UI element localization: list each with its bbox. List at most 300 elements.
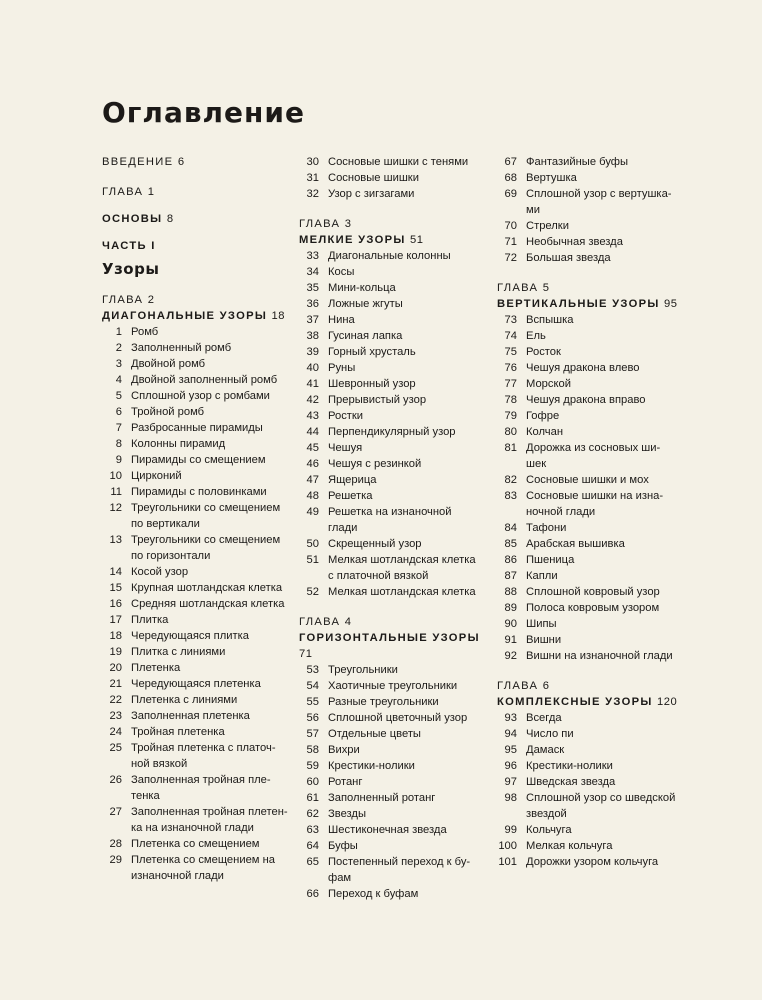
toc-entry — [497, 710, 687, 726]
entry-title-line: с платочной вязкой — [328, 570, 429, 582]
entry-title-line: Колчан — [526, 426, 564, 438]
toc-entry — [299, 886, 489, 902]
entry-title-line: Пирамиды со смещением — [131, 454, 266, 466]
toc-entry — [299, 312, 489, 328]
entry-title — [131, 436, 292, 452]
entry-number: 80 — [504, 426, 517, 438]
entry-title — [526, 616, 687, 632]
toc-column-3 — [497, 154, 687, 870]
toc-entry — [299, 488, 489, 504]
entry-title — [131, 484, 292, 500]
toc-entry — [102, 420, 292, 436]
entry-title-line: глади — [328, 522, 358, 534]
entry-title-line: шек — [526, 458, 547, 470]
entry-title — [328, 886, 489, 902]
toc-entry — [102, 804, 292, 836]
toc-entry — [497, 408, 687, 424]
entry-number: 18 — [109, 630, 122, 642]
entry-title-line: Чередующаяся плетенка — [131, 678, 261, 690]
entry-number: 28 — [109, 838, 122, 850]
entry-number: 55 — [306, 696, 319, 708]
entry-title — [328, 838, 489, 854]
entry-title — [131, 660, 292, 676]
entry-number: 98 — [504, 792, 517, 804]
entry-number: 74 — [504, 330, 517, 342]
entry-number: 72 — [504, 252, 517, 264]
entry-title — [131, 724, 292, 740]
toc-entry — [102, 404, 292, 420]
section-text: ГОРИЗОНТАЛЬНЫЕ УЗОРЫ — [299, 632, 480, 644]
chapter-label — [497, 678, 687, 694]
entry-number: 95 — [504, 744, 517, 756]
toc-entry — [299, 376, 489, 392]
entry-title-line: Сплошной узор с ромбами — [131, 390, 270, 402]
entry-title-line: Заполненная тройная плетен- — [131, 806, 288, 818]
entry-title — [526, 408, 687, 424]
toc-entry — [497, 552, 687, 568]
entry-number: 71 — [504, 236, 517, 248]
entry-title-line: Число пи — [526, 728, 574, 740]
entry-title-line: звездой — [526, 808, 567, 820]
entry-title-line: Чешуя — [328, 442, 363, 454]
entry-title-line: Нина — [328, 314, 355, 326]
toc-entry — [497, 154, 687, 170]
entry-title-line: Крестики-нолики — [328, 760, 415, 772]
entry-number: 53 — [306, 664, 319, 676]
toc-entry — [497, 726, 687, 742]
entry-number: 79 — [504, 410, 517, 422]
toc-entry — [299, 774, 489, 790]
entry-title-line: Перпендикулярный узор — [328, 426, 456, 438]
entry-title-line: Отдельные цветы — [328, 728, 421, 740]
entry-title-line: ми — [526, 204, 540, 216]
entry-title-line: Пшеница — [526, 554, 575, 566]
entry-title — [526, 568, 687, 584]
entry-number: 90 — [504, 618, 517, 630]
entry-number: 8 — [115, 438, 122, 450]
entry-title — [131, 612, 292, 628]
entry-title — [131, 596, 292, 612]
entry-title-line: Узор с зигзагами — [328, 188, 415, 200]
toc-entry — [497, 584, 687, 600]
toc-entry — [299, 296, 489, 312]
toc-entry — [299, 678, 489, 694]
entry-title — [526, 552, 687, 568]
toc-entry — [497, 488, 687, 520]
entry-title-line: Ростки — [328, 410, 364, 422]
entry-title-line: Тафони — [526, 522, 567, 534]
entry-number: 20 — [109, 662, 122, 674]
toc-entry — [299, 536, 489, 552]
toc-entry — [299, 584, 489, 600]
entry-title — [131, 836, 292, 852]
entry-title-line: Необычная звезда — [526, 236, 623, 248]
entry-title — [526, 312, 687, 328]
entry-title-line: Сосновые шишки — [328, 172, 419, 184]
entry-number: 14 — [109, 566, 122, 578]
entry-number: 49 — [306, 506, 319, 518]
entry-title — [526, 218, 687, 234]
entry-number: 24 — [109, 726, 122, 738]
entry-title — [526, 344, 687, 360]
entry-number: 48 — [306, 490, 319, 502]
entry-title-line: Крестики-нолики — [526, 760, 613, 772]
entry-title — [328, 328, 489, 344]
entry-title-line: Шевронный узор — [328, 378, 416, 390]
section-text: МЕЛКИЕ УЗОРЫ — [299, 234, 406, 246]
entry-title — [526, 250, 687, 266]
toc-entry — [102, 852, 292, 884]
entry-title-line: Большая звезда — [526, 252, 611, 264]
entry-title — [328, 552, 489, 584]
entry-number: 38 — [306, 330, 319, 342]
chapter-label — [497, 280, 687, 296]
section-text: ЧАСТЬ I — [102, 240, 156, 252]
toc-entry — [102, 740, 292, 772]
entry-title — [526, 440, 687, 472]
entry-title-line: тенка — [131, 790, 160, 802]
entry-title — [526, 648, 687, 664]
entry-title — [328, 424, 489, 440]
toc-entry — [299, 248, 489, 264]
entry-title — [328, 536, 489, 552]
entry-title-line: Ящерица — [328, 474, 377, 486]
entry-number: 94 — [504, 728, 517, 740]
section-text: ГЛАВА 2 — [102, 294, 156, 306]
toc-entry — [299, 552, 489, 584]
toc-entry — [102, 372, 292, 388]
entry-number: 5 — [115, 390, 122, 402]
entry-title — [526, 154, 687, 170]
entry-title — [526, 758, 687, 774]
entry-number: 86 — [504, 554, 517, 566]
toc-entry — [299, 344, 489, 360]
entry-title-line: Сплошной ковровый узор — [526, 586, 660, 598]
toc-entry — [497, 632, 687, 648]
entry-title — [328, 154, 489, 170]
entry-title — [328, 392, 489, 408]
toc-entry — [497, 312, 687, 328]
entry-number: 60 — [306, 776, 319, 788]
toc-entry — [299, 392, 489, 408]
entry-number: 6 — [115, 406, 122, 418]
toc-entry — [497, 536, 687, 552]
entry-title — [131, 324, 292, 340]
entry-title — [328, 504, 489, 536]
entry-number: 21 — [109, 678, 122, 690]
entry-title-line: Шестиконечная звезда — [328, 824, 447, 836]
entry-title — [526, 536, 687, 552]
entry-number: 84 — [504, 522, 517, 534]
entry-number: 87 — [504, 570, 517, 582]
toc-entry — [497, 822, 687, 838]
entry-title — [328, 186, 489, 202]
entry-title-line: Всегда — [526, 712, 562, 724]
entry-number: 76 — [504, 362, 517, 374]
entry-title-line: Треугольники со смещением — [131, 502, 281, 514]
entry-number: 11 — [110, 486, 122, 498]
entry-title — [328, 822, 489, 838]
entry-number: 15 — [109, 582, 122, 594]
entry-title — [328, 758, 489, 774]
entry-number: 34 — [306, 266, 319, 278]
entry-number: 37 — [306, 314, 319, 326]
entry-title — [526, 632, 687, 648]
entry-title-line: Вишни на изнаночной глади — [526, 650, 673, 662]
entry-title-line: Мини-кольца — [328, 282, 396, 294]
toc-entry — [102, 340, 292, 356]
toc-entry — [102, 484, 292, 500]
toc-entry — [299, 264, 489, 280]
entry-title — [526, 838, 687, 854]
page-number: 8 — [166, 213, 174, 225]
entry-title — [328, 854, 489, 886]
entry-number: 65 — [306, 856, 319, 868]
page-title: Оглавление — [102, 96, 306, 129]
entry-number: 26 — [109, 774, 122, 786]
entry-number: 59 — [306, 760, 319, 772]
entry-title — [526, 600, 687, 616]
entry-title-line: Сплошной цветочный узор — [328, 712, 468, 724]
toc-entry — [299, 854, 489, 886]
entry-number: 25 — [109, 742, 122, 754]
entry-number: 96 — [504, 760, 517, 772]
chapter-title — [299, 232, 489, 248]
chapter-label — [102, 184, 292, 200]
entry-number: 27 — [109, 806, 122, 818]
entry-title-line: Плетенка — [131, 662, 181, 674]
entry-number: 23 — [109, 710, 122, 722]
entry-title-line: Плитка — [131, 614, 169, 626]
entry-title — [328, 488, 489, 504]
entry-title — [526, 328, 687, 344]
entry-number: 63 — [306, 824, 319, 836]
page-number: 18 — [271, 310, 285, 322]
entry-title — [131, 564, 292, 580]
entry-title — [131, 468, 292, 484]
toc-entry — [497, 250, 687, 266]
entry-number: 42 — [306, 394, 319, 406]
entry-number: 99 — [504, 824, 517, 836]
toc-entry — [102, 708, 292, 724]
entry-title-line: по горизонтали — [131, 550, 211, 562]
chapter-label — [299, 216, 489, 232]
entry-title — [131, 644, 292, 660]
section-text: ГЛАВА 3 — [299, 218, 353, 230]
entry-title — [526, 376, 687, 392]
entry-title-line: Заполненная плетенка — [131, 710, 250, 722]
entry-title-line: Вертушка — [526, 172, 577, 184]
entry-number: 36 — [306, 298, 319, 310]
entry-title-line: Скрещенный узор — [328, 538, 422, 550]
toc-entry — [497, 790, 687, 822]
toc-entry — [497, 424, 687, 440]
entry-number: 47 — [306, 474, 319, 486]
chapter-title — [497, 694, 687, 710]
toc-entry — [102, 532, 292, 564]
entry-title-line: Вихри — [328, 744, 360, 756]
toc-entry — [497, 648, 687, 664]
entry-number: 17 — [109, 614, 122, 626]
entry-title-line: Прерывистый узор — [328, 394, 427, 406]
entry-title-line: Буфы — [328, 840, 358, 852]
entry-title-line: Шведская звезда — [526, 776, 616, 788]
entry-title-line: Звезды — [328, 808, 367, 820]
toc-entry — [299, 456, 489, 472]
section-text: ДИАГОНАЛЬНЫЕ УЗОРЫ — [102, 310, 268, 322]
toc-entry — [497, 234, 687, 250]
entry-title-line: Морской — [526, 378, 571, 390]
entry-title-line: Треугольники со смещением — [131, 534, 281, 546]
entry-title-line: Мелкая шотландская клетка — [328, 554, 476, 566]
entry-title-line: Заполненная тройная пле- — [131, 774, 271, 786]
entry-title-line: Полоса ковровым узором — [526, 602, 660, 614]
toc-entry — [299, 328, 489, 344]
entry-number: 4 — [115, 374, 122, 386]
toc-entry — [497, 360, 687, 376]
page-number: 71 — [299, 648, 313, 660]
entry-title — [526, 790, 687, 822]
chapter-title — [299, 630, 489, 662]
toc-entry — [497, 854, 687, 870]
entry-number: 67 — [504, 156, 517, 168]
toc-entry — [102, 564, 292, 580]
chapter-label — [102, 292, 292, 308]
entry-number: 10 — [109, 470, 122, 482]
entry-title — [328, 408, 489, 424]
toc-entry — [299, 758, 489, 774]
entry-title-line: Разбросанные пирамиды — [131, 422, 263, 434]
section-text: ВЕРТИКАЛЬНЫЕ УЗОРЫ — [497, 298, 660, 310]
toc-entry — [102, 388, 292, 404]
page-number: 51 — [410, 234, 424, 246]
section-text: ГЛАВА 5 — [497, 282, 551, 294]
entry-title-line: Переход к буфам — [328, 888, 419, 900]
entry-number: 51 — [306, 554, 319, 566]
toc-entry — [497, 344, 687, 360]
toc-entry — [299, 838, 489, 854]
entry-number: 68 — [504, 172, 517, 184]
toc-entry — [102, 660, 292, 676]
toc-entry — [497, 328, 687, 344]
entry-title-line: Чешуя с резинкой — [328, 458, 422, 470]
entry-title-line: Заполненный ромб — [131, 342, 232, 354]
entry-title-line: Решетка — [328, 490, 373, 502]
entry-title — [131, 580, 292, 596]
entry-title-line: Дорожка из сосновых ши- — [526, 442, 661, 454]
entry-title-line: Капли — [526, 570, 558, 582]
entry-title-line: Вишни — [526, 634, 562, 646]
page-number: 95 — [664, 298, 678, 310]
entry-title — [131, 804, 292, 836]
entry-title — [131, 708, 292, 724]
toc-entry — [299, 424, 489, 440]
entry-title — [328, 360, 489, 376]
entry-title — [526, 726, 687, 742]
entry-number: 19 — [109, 646, 122, 658]
entry-title-line: Плетенка со смещением на — [131, 854, 275, 866]
entry-title — [526, 472, 687, 488]
entry-title-line: Сосновые шишки с тенями — [328, 156, 469, 168]
entry-title — [328, 662, 489, 678]
entry-title — [328, 312, 489, 328]
toc-entry — [299, 154, 489, 170]
entry-title — [131, 340, 292, 356]
entry-number: 82 — [504, 474, 517, 486]
toc-entry — [102, 628, 292, 644]
entry-number: 40 — [306, 362, 319, 374]
entry-title-line: Средняя шотландская клетка — [131, 598, 285, 610]
chapter-label — [299, 614, 489, 630]
entry-title — [328, 742, 489, 758]
entry-title-line: Разные треугольники — [328, 696, 439, 708]
section-text: ГЛАВА 1 — [102, 186, 156, 198]
page-number: 6 — [177, 156, 185, 168]
entry-title — [328, 376, 489, 392]
toc-entry — [497, 616, 687, 632]
toc-entry — [299, 710, 489, 726]
entry-title — [328, 790, 489, 806]
entry-title — [328, 472, 489, 488]
entry-title — [131, 692, 292, 708]
entry-title-line: Арабская вышивка — [526, 538, 625, 550]
entry-number: 88 — [504, 586, 517, 598]
entry-title-line: Косы — [328, 266, 355, 278]
entry-title — [328, 806, 489, 822]
toc-entry — [299, 694, 489, 710]
toc-entry — [299, 790, 489, 806]
entry-number: 33 — [306, 250, 319, 262]
section-text: ГЛАВА 6 — [497, 680, 551, 692]
entry-title-line: ночной глади — [526, 506, 596, 518]
entry-number: 44 — [306, 426, 319, 438]
toc-entry — [102, 644, 292, 660]
chapter-title — [497, 296, 687, 312]
entry-title-line: Плитка с линиями — [131, 646, 226, 658]
entry-number: 93 — [504, 712, 517, 724]
entry-number: 101 — [498, 856, 517, 868]
entry-title-line: ной вязкой — [131, 758, 188, 770]
entry-number: 77 — [504, 378, 517, 390]
entry-title-line: Мелкая шотландская клетка — [328, 586, 476, 598]
entry-title-line: Косой узор — [131, 566, 189, 578]
entry-title-line: Тройная плетенка с платоч- — [131, 742, 276, 754]
entry-title-line: Фантазийные буфы — [526, 156, 629, 168]
toc-entry — [102, 468, 292, 484]
entry-title-line: Крупная шотландская клетка — [131, 582, 283, 594]
entry-title-line: Кольчуга — [526, 824, 572, 836]
entry-title-line: Цирконий — [131, 470, 182, 482]
entry-title-line: по вертикали — [131, 518, 200, 530]
entry-title-line: Дамаск — [526, 744, 565, 756]
entry-number: 66 — [306, 888, 319, 900]
section-text: КОМПЛЕКСНЫЕ УЗОРЫ — [497, 696, 653, 708]
entry-number: 2 — [115, 342, 122, 354]
entry-title-line: Руны — [328, 362, 356, 374]
entry-title — [328, 280, 489, 296]
toc-entry — [102, 692, 292, 708]
toc-entry — [102, 580, 292, 596]
entry-title-line: Дорожки узором кольчуга — [526, 856, 659, 868]
entry-number: 1 — [115, 326, 122, 338]
entry-title — [131, 420, 292, 436]
toc-entry — [299, 806, 489, 822]
part-title: Узоры — [102, 260, 160, 278]
entry-title — [131, 388, 292, 404]
toc-entry — [102, 452, 292, 468]
toc-entry — [497, 774, 687, 790]
intro-heading — [102, 154, 292, 170]
